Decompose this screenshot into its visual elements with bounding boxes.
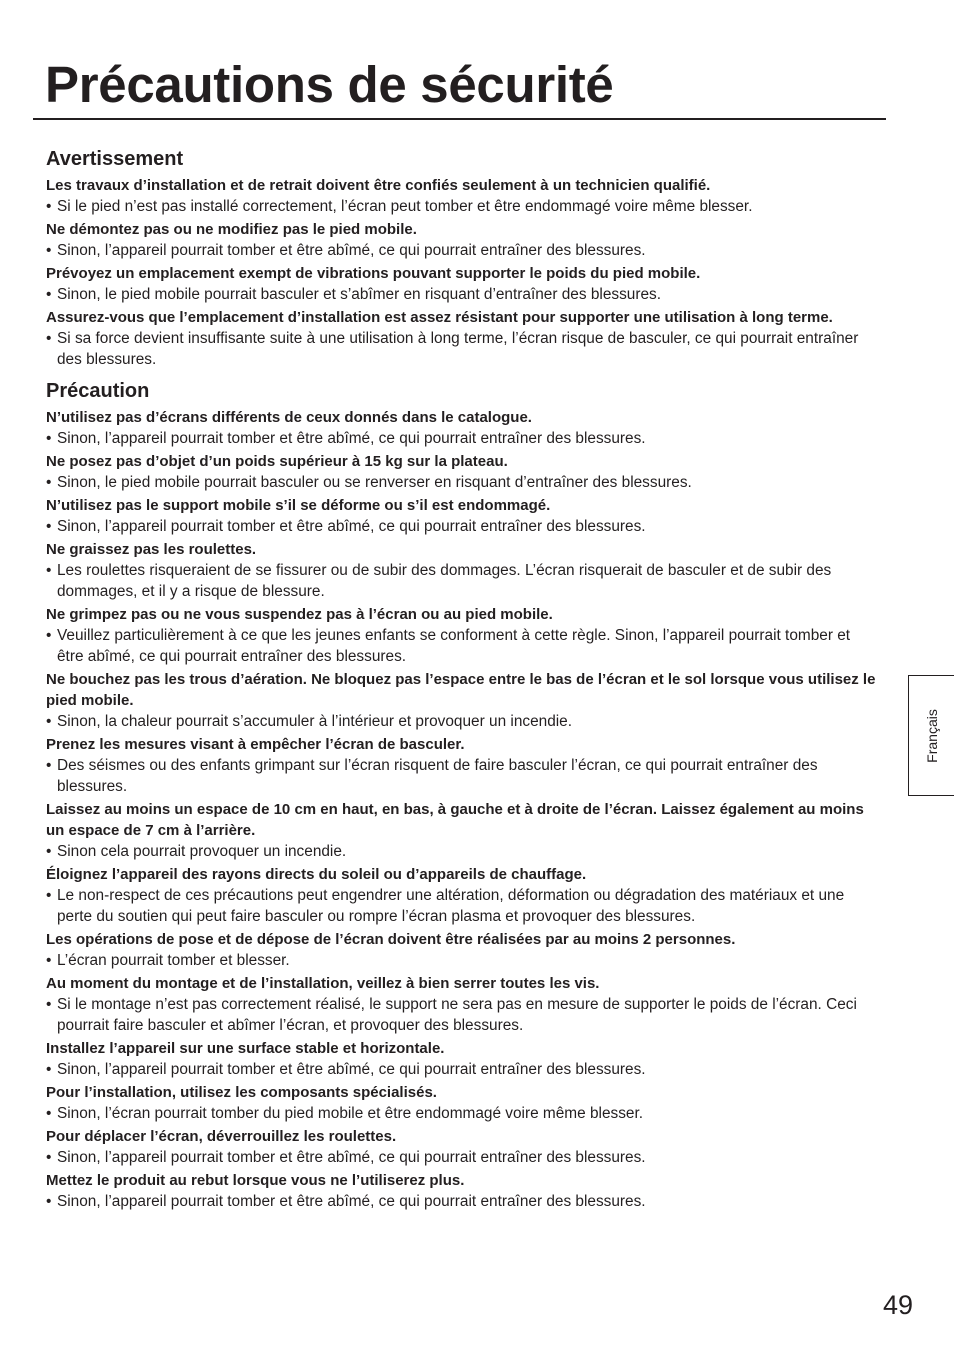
- precaution-item: [46, 539, 878, 602]
- precaution-item: [46, 1082, 878, 1124]
- item-heading: Les opérations de pose et de dépose de l’écran doivent être réalisées par au moins 2 personnes.: [46, 931, 736, 948]
- item-heading: Ne bouchez pas les trous d’aération. Ne bloquez pas l’espace entre le bas de l’écran et le sol lorsque vous utilisez le pied mobile.: [46, 671, 876, 709]
- item-text: [46, 625, 878, 667]
- item-text: [46, 1147, 878, 1168]
- item-heading: Assurez-vous que l’emplacement d’installation est assez résistant pour supporter une utilisation à long terme.: [46, 309, 833, 326]
- item-text: [46, 885, 878, 927]
- precaution-item: [46, 734, 878, 797]
- item-heading: N’utilisez pas d’écrans différents de ceux donnés dans le catalogue.: [46, 409, 532, 426]
- precaution-item: [46, 669, 878, 732]
- precaution-item: [46, 219, 878, 261]
- item-text: [46, 711, 878, 732]
- precaution-item: [46, 263, 878, 305]
- item-text-body: Sinon cela pourrait provoquer un incendie.: [57, 843, 347, 860]
- item-text: [46, 560, 878, 602]
- item-text-body: Sinon, la chaleur pourrait s’accumuler à l’intérieur et provoquer un incendie.: [57, 713, 573, 730]
- precaution-item: [46, 799, 878, 862]
- bullet-icon: •: [46, 330, 52, 347]
- language-tab-label: Français: [923, 708, 940, 763]
- item-heading: Ne posez pas d’objet d’un poids supérieur à 15 kg sur la plateau.: [46, 453, 508, 470]
- bullet-icon: •: [46, 1149, 52, 1166]
- item-text-body: Si le pied n’est pas installé correctement, l’écran peut tomber et être endommagé voire même blesser.: [57, 198, 753, 215]
- bullet-icon: •: [46, 286, 52, 303]
- item-text: [46, 1103, 878, 1124]
- item-heading: Pour déplacer l’écran, déverrouillez les roulettes.: [46, 1128, 397, 1145]
- section-heading: Avertissement: [46, 148, 184, 170]
- bullet-icon: •: [46, 198, 52, 215]
- item-text-body: Les roulettes risqueraient de se fissurer ou de subir des dommages. L’écran risquerait de basculer et de subir des dommages, et il y a risque de blessure.: [57, 562, 832, 600]
- bullet-icon: •: [46, 562, 52, 579]
- bullet-icon: •: [46, 474, 52, 491]
- bullet-icon: •: [46, 627, 52, 644]
- item-text-body: Sinon, l’appareil pourrait tomber et être abîmé, ce qui pourrait entraîner des blessures.: [57, 1149, 646, 1166]
- page-title: Précautions de sécurité: [45, 56, 614, 113]
- item-text-body: L’écran pourrait tomber et blesser.: [57, 952, 290, 969]
- item-text: [46, 1059, 878, 1080]
- item-text: [46, 428, 878, 449]
- bullet-icon: •: [46, 713, 52, 730]
- precaution-item: [46, 1038, 878, 1080]
- bullet-icon: •: [46, 996, 52, 1013]
- bullet-icon: •: [46, 843, 52, 860]
- item-heading: N’utilisez pas le support mobile s’il se déforme ou s’il est endommagé.: [46, 497, 551, 514]
- item-text: [46, 841, 878, 862]
- item-text: [46, 755, 878, 797]
- item-text: [46, 1191, 878, 1212]
- bullet-icon: •: [46, 518, 52, 535]
- precaution-item: [46, 307, 878, 370]
- item-heading: Prenez les mesures visant à empêcher l’écran de basculer.: [46, 736, 465, 753]
- item-heading: Ne graissez pas les roulettes.: [46, 541, 257, 558]
- title-divider: [33, 118, 886, 120]
- language-tab: [908, 675, 954, 796]
- page-number: 49: [883, 1290, 914, 1320]
- item-heading: Éloignez l’appareil des rayons directs du soleil ou d’appareils de chauffage.: [46, 866, 587, 883]
- item-text-body: Sinon, l’écran pourrait tomber du pied mobile et être endommagé voire même blesser.: [57, 1105, 644, 1122]
- safety-content: [46, 143, 878, 1214]
- item-text-body: Si le montage n’est pas correctement réalisé, le support ne sera pas en mesure de supporter le poids de l’écran. Ceci pourrait faire basculer et abîmer l’écran, et provoquer des blessures.: [57, 996, 857, 1034]
- item-text-body: Si sa force devient insuffisante suite à une utilisation à long terme, l’écran risque de basculer, ce qui pourrait entraîner des blessures.: [57, 330, 859, 368]
- bullet-icon: •: [46, 1061, 52, 1078]
- precaution-item: [46, 604, 878, 667]
- bullet-icon: •: [46, 242, 52, 259]
- item-text-body: Sinon, l’appareil pourrait tomber et être abîmé, ce qui pourrait entraîner des blessures.: [57, 1193, 646, 1210]
- item-heading: Pour l’installation, utilisez les composants spécialisés.: [46, 1084, 437, 1101]
- precaution-item: [46, 451, 878, 493]
- item-text-body: Sinon, l’appareil pourrait tomber et être abîmé, ce qui pourrait entraîner des blessures.: [57, 242, 646, 259]
- item-heading: Au moment du montage et de l’installation, veillez à bien serrer toutes les vis.: [46, 975, 600, 992]
- item-text-body: Le non-respect de ces précautions peut engendrer une altération, déformation ou dégradation des matériaux et une perte du soutien qui peut faire basculer ou rompre l’écran plasma et provoquer des blessures.: [57, 887, 845, 925]
- section-heading: Précaution: [46, 380, 150, 402]
- item-text: [46, 284, 878, 305]
- item-text-body: Sinon, le pied mobile pourrait basculer ou se renverser en risquant d’entraîner des blessures.: [57, 474, 692, 491]
- bullet-icon: •: [46, 1105, 52, 1122]
- precaution-item: [46, 929, 878, 971]
- bullet-icon: •: [46, 1193, 52, 1210]
- item-heading: Mettez le produit au rebut lorsque vous ne l’utiliserez plus.: [46, 1172, 465, 1189]
- item-heading: Ne grimpez pas ou ne vous suspendez pas à l’écran ou au pied mobile.: [46, 606, 553, 623]
- item-text: [46, 994, 878, 1036]
- precaution-item: [46, 495, 878, 537]
- precaution-item: [46, 407, 878, 449]
- item-heading: Ne démontez pas ou ne modifiez pas le pied mobile.: [46, 221, 417, 238]
- precaution-item: [46, 973, 878, 1036]
- bullet-icon: •: [46, 757, 52, 774]
- item-text: [46, 516, 878, 537]
- item-text-body: Sinon, l’appareil pourrait tomber et être abîmé, ce qui pourrait entraîner des blessures.: [57, 430, 646, 447]
- item-text: [46, 472, 878, 493]
- item-text-body: Sinon, l’appareil pourrait tomber et être abîmé, ce qui pourrait entraîner des blessures.: [57, 1061, 646, 1078]
- section-0: [46, 143, 878, 370]
- precaution-item: [46, 864, 878, 927]
- item-text: [46, 950, 878, 971]
- item-text: [46, 240, 878, 261]
- item-heading: Les travaux d’installation et de retrait doivent être confiés seulement à un technicien qualifié.: [46, 177, 711, 194]
- item-heading: Prévoyez un emplacement exempt de vibrations pouvant supporter le poids du pied mobile.: [46, 265, 701, 282]
- item-text: [46, 328, 878, 370]
- bullet-icon: •: [46, 887, 52, 904]
- item-text-body: Sinon, l’appareil pourrait tomber et être abîmé, ce qui pourrait entraîner des blessures.: [57, 518, 646, 535]
- precaution-item: [46, 175, 878, 217]
- precaution-item: [46, 1126, 878, 1168]
- item-text-body: Veuillez particulièrement à ce que les jeunes enfants se conforment à cette règle. Sinon, l’appareil pourrait tomber et être abîmé, ce qui pourrait entraîner des blessures.: [57, 627, 851, 665]
- bullet-icon: •: [46, 430, 52, 447]
- item-text: [46, 196, 878, 217]
- precaution-item: [46, 1170, 878, 1212]
- item-heading: Installez l’appareil sur une surface stable et horizontale.: [46, 1040, 445, 1057]
- item-text-body: Des séismes ou des enfants grimpant sur l’écran risquent de faire basculer l’écran, ce qui pourrait entraîner des blessures.: [57, 757, 818, 795]
- item-text-body: Sinon, le pied mobile pourrait basculer et s’abîmer en risquant d’entraîner des blessures.: [57, 286, 661, 303]
- bullet-icon: •: [46, 952, 52, 969]
- item-heading: Laissez au moins un espace de 10 cm en haut, en bas, à gauche et à droite de l’écran. Laissez également au moins un espace de 7 cm à l’arrière.: [46, 801, 864, 839]
- section-1: [46, 375, 878, 1212]
